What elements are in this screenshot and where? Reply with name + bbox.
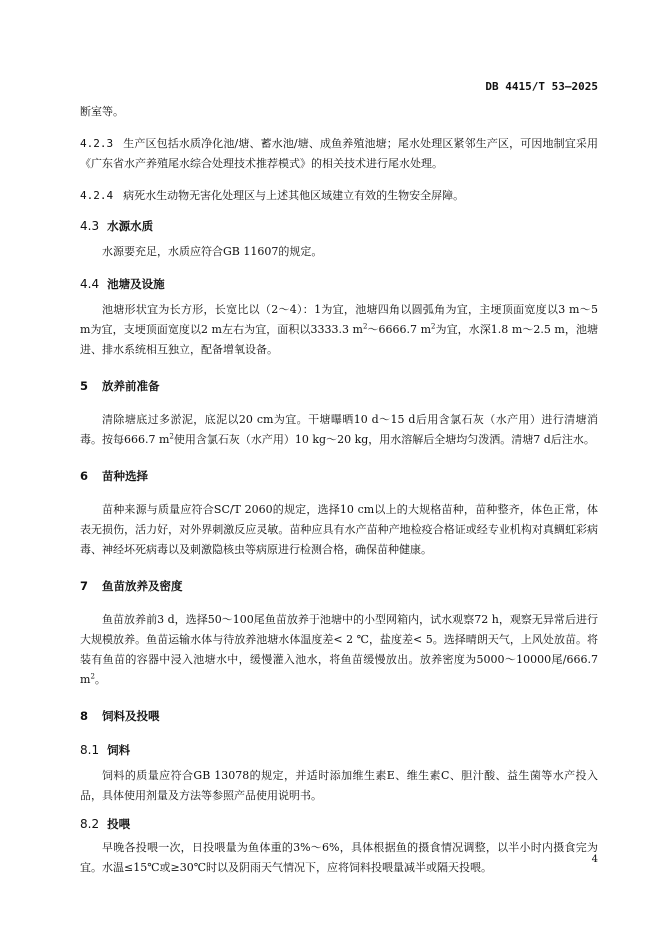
page-number: 4 <box>591 854 598 865</box>
subsection-number: 4.4 <box>80 277 100 291</box>
clause-number: 4.2.4 <box>80 189 114 202</box>
clause-4-2-3 <box>80 134 598 174</box>
paragraph: 鱼苗放养前3 d，选择50～100尾鱼苗放养于池塘中的小型网箱内，试水观察72 h，观察无异常后进行大规模放养。鱼苗运输水体与待放养池塘水体温度差< 2 ℃，盐度差< 5。选择晴朗天气，上风处放苗。将装有鱼苗的容器中浸入池塘水中，缓慢灌入池水，将鱼苗缓慢放出。放养密度为5000～10000尾/666.7 $m^2$。 <box>80 613 598 686</box>
clause-text: 病死水生动物无害化处理区与上述其他区域建立有效的生物安全屏障。 <box>123 189 465 202</box>
section-number: 6 <box>80 469 89 483</box>
section-number: 8 <box>80 709 89 723</box>
section-heading-8 <box>80 706 598 726</box>
subsection-number: 8.2 <box>80 817 100 831</box>
subsection-title: 投喂 <box>107 817 131 831</box>
section-number: 7 <box>80 579 89 593</box>
section-title: 放养前准备 <box>102 379 160 393</box>
section-heading-7 <box>80 576 598 596</box>
paragraph: 苗种来源与质量应符合SC/T 2060的规定，选择10 cm以上的大规格苗种，苗种整齐，体色正常，体表无损伤，活力好，对外界刺激反应灵敏。苗种应具有水产苗种产地检疫合格证或经专业机构对真鲷虹彩病毒、神经坏死病毒以及刺激隐核虫等病原进行检测合格，确保苗种健康。 <box>80 503 598 556</box>
paragraph: 池塘形状宜为长方形，长宽比以（2～4）：1为宜，池塘四角以圆弧角为宜，主埂顶面宽度以3 m～5 m为宜，支埂顶面宽度以2 m左右为宜，面积以3333.3 $m^2\sim 6666.7$ $m^2$为宜，水深1.8 m～2.5 m，池塘进、排水系统相互独立，配备增氧设备。 <box>80 303 598 356</box>
section-number: 5 <box>80 379 89 393</box>
paragraph: 断室等。 <box>80 105 124 118</box>
subsection-number: 4.3 <box>80 219 100 233</box>
section-title: 饲料及投喂 <box>102 709 160 723</box>
subsection-heading-8-1 <box>80 740 598 760</box>
paragraph: 清除塘底过多淤泥，底泥以20 cm为宜。干塘曝晒10 d～15 d后用含氯石灰（水产用）进行清塘消毒。按每666.7 $m^2$使用含氯石灰（水产用）10 kg～20 kg，用水溶解后全塘均匀泼洒。清塘7 d后注水。 <box>80 413 598 446</box>
subsection-title: 水源水质 <box>107 219 154 233</box>
document-body <box>80 102 598 878</box>
clause-4-2-4 <box>80 186 598 206</box>
standard-number: DB 4415/T 53—2025 <box>485 80 598 93</box>
subsection-title: 池塘及设施 <box>107 277 165 291</box>
subsection-heading-4-4 <box>80 274 598 294</box>
section-title: 苗种选择 <box>102 469 149 483</box>
clause-text: 生产区包括水质净化池/塘、蓄水池/塘、成鱼养殖池塘；尾水处理区紧邻生产区，可因地制宜采用《广东省水产养殖尾水综合处理技术推荐模式》的相关技术进行尾水处理。 <box>80 137 598 170</box>
paragraph: 水源要充足，水质应符合GB 11607的规定。 <box>102 245 323 258</box>
subsection-number: 8.1 <box>80 743 100 757</box>
clause-number: 4.2.3 <box>80 137 114 150</box>
subsection-heading-8-2 <box>80 814 598 834</box>
paragraph: 早晚各投喂一次，日投喂量为鱼体重的3%～6%，具体根据鱼的摄食情况调整，以半小时内摄食完为宜。水温≤15℃或≥30℃时以及阴雨天气情况下，应将饲料投喂量减半或隔天投喂。 <box>80 841 598 874</box>
paragraph: 饲料的质量应符合GB 13078的规定，并适时添加维生素E、维生素C、胆汁酸、益生菌等水产投入品，具体使用剂量及方法等参照产品使用说明书。 <box>80 769 598 802</box>
section-heading-5 <box>80 376 598 396</box>
section-title: 鱼苗放养及密度 <box>102 579 183 593</box>
section-heading-6 <box>80 466 598 486</box>
subsection-heading-4-3 <box>80 216 598 236</box>
subsection-title: 饲料 <box>107 743 131 757</box>
